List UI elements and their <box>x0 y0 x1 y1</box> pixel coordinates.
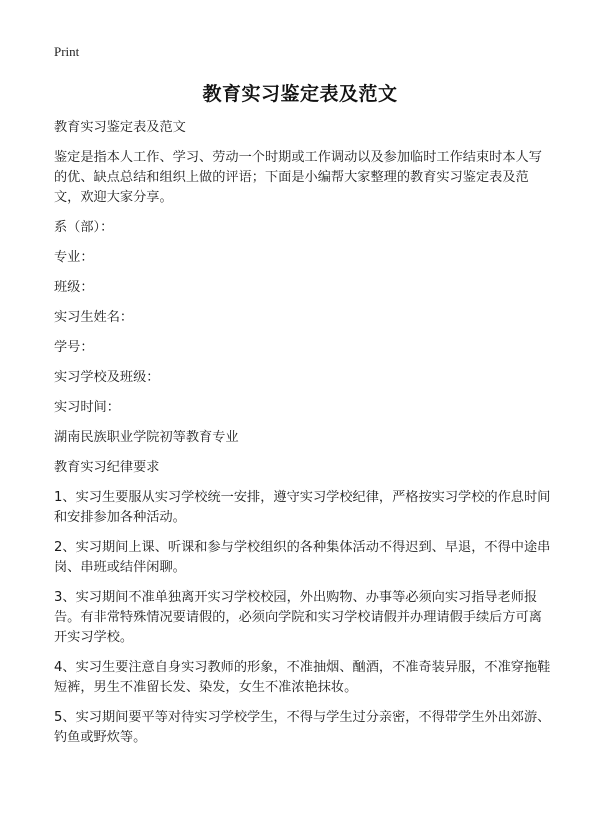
field-major: 专业： <box>54 250 94 265</box>
field-student-name: 实习生姓名： <box>54 310 134 325</box>
rule-item: 3、实习期间不准单独离开实习学校校园，外出购物、办事等必须向实习指导老师报告。有非常特殊情况要请假的，必须向学院和实习学校请假并办理请假手续后方可离开实习学校。 <box>54 590 542 645</box>
rule-item: 1、实习生要服从实习学校统一安排，遵守实习学校纪律，严格按实习学校的作息时间和安排参加各种活动。 <box>54 490 551 525</box>
subtitle: 教育实习鉴定表及范文 <box>54 120 186 135</box>
rule-item: 2、实习期间上课、听课和参与学校组织的各种集体活动不得迟到、早退，不得中途串岗、串班或结伴闲聊。 <box>54 540 551 575</box>
intro-paragraph: 鉴定是指本人工作、学习、劳动一个时期或工作调动以及参加临时工作结束时本人写的优、缺点总结和组织上做的评语；下面是小编帮大家整理的教育实习鉴定表及范文，欢迎大家分享。 <box>54 150 542 205</box>
field-department: 系（部）： <box>54 220 114 235</box>
page-title: 教育实习鉴定表及范文 <box>202 83 398 105</box>
field-class: 班级： <box>54 280 94 295</box>
rules-heading: 教育实习纪律要求 <box>54 460 160 475</box>
field-school-and-grade: 实习学校及班级： <box>54 370 160 385</box>
school-line: 湖南民族职业学院初等教育专业 <box>54 430 239 445</box>
field-student-id: 学号： <box>54 340 94 355</box>
field-time: 实习时间： <box>54 400 120 415</box>
print-label[interactable]: Print <box>54 44 80 59</box>
rule-item: 5、实习期间要平等对待实习学校学生，不得与学生过分亲密，不得带学生外出郊游、钓鱼或野炊等。 <box>54 710 551 745</box>
document-body <box>54 118 554 758</box>
rule-item: 4、实习生要注意自身实习教师的形象，不准抽烟、酗酒，不准奇装异服，不准穿拖鞋短裤，男生不准留长发、染发，女生不准浓艳抹妆。 <box>54 660 551 695</box>
